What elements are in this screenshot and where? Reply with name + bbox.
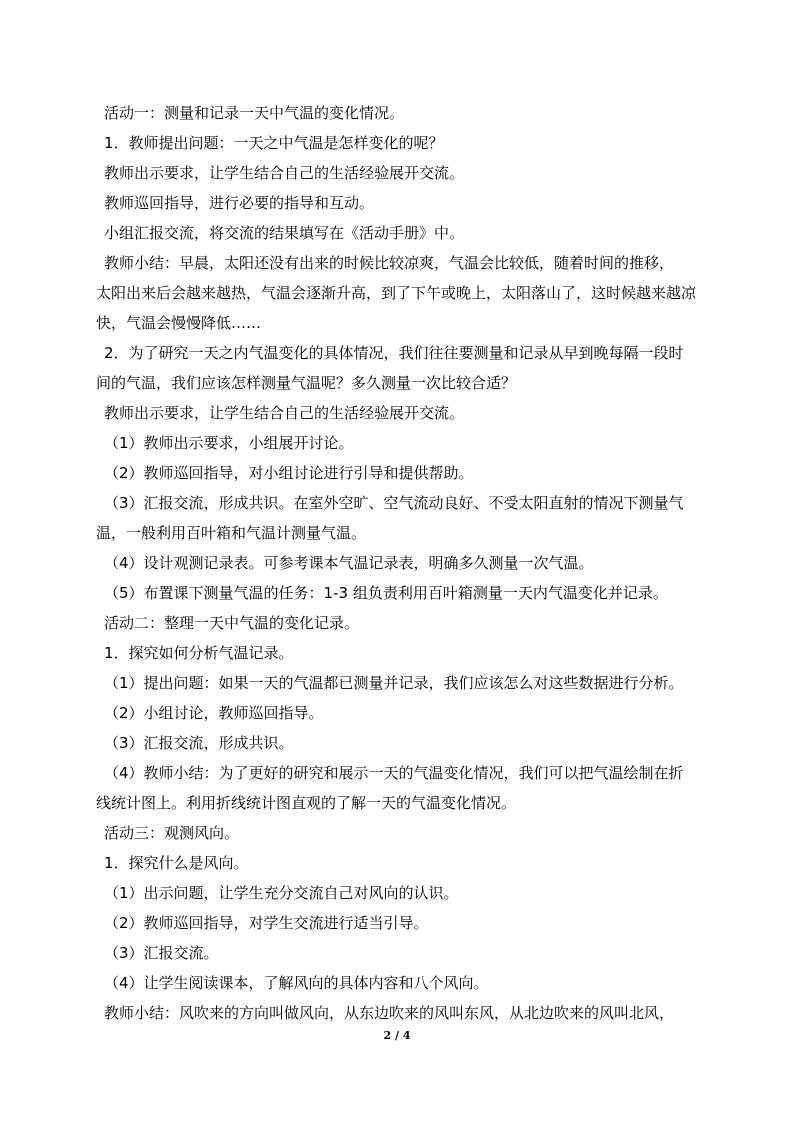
list-item: （4）让学生阅读课本，了解风向的具体内容和八个风向。	[104, 974, 489, 992]
list-item: （1）出示问题，让学生充分交流自己对风向的认识。	[104, 884, 459, 902]
heading-activity-3: 活动三：观测风向。	[104, 824, 240, 842]
list-item: （2）小组讨论，教师巡回指导。	[104, 704, 324, 722]
list-item: （2）教师巡回指导，对小组讨论进行引导和提供帮助。	[104, 464, 474, 482]
heading-activity-1: 活动一：测量和记录一天中气温的变化情况。	[104, 104, 405, 122]
list-item: （3）汇报交流，形成共识。在室外空旷、空气流动良好、不受太阳直射的情况下测量气	[104, 494, 684, 512]
paragraph: 教师出示要求，让学生结合自己的生活经验展开交流。	[104, 164, 465, 182]
list-item: （3）汇报交流。	[104, 944, 219, 962]
list-item: （3）汇报交流，形成共识。	[104, 734, 294, 752]
list-item: （4）教师小结：为了更好的研究和展示一天的气温变化情况，我们可以把气温绘制在折	[104, 764, 684, 782]
paragraph: 小组汇报交流，将交流的结果填写在《活动手册》中。	[104, 224, 465, 242]
document-body	[96, 98, 722, 1028]
paragraph-continuation: 太阳出来后会越来越热，气温会逐渐升高，到了下午或晚上，太阳落山了，这时候越来越凉	[96, 284, 697, 302]
list-item: （1）教师出示要求，小组展开讨论。	[104, 434, 354, 452]
page-number: 2 / 4	[383, 1029, 411, 1042]
list-item: （4）设计观测记录表。可参考课本气温记录表，明确多久测量一次气温。	[104, 554, 594, 572]
paragraph: 教师小结：早晨，太阳还没有出来的时候比较凉爽，气温会比较低，随着时间的推移，	[104, 254, 675, 272]
list-item-continuation: 线统计图上。利用折线统计图直观的了解一天的气温变化情况。	[96, 794, 517, 812]
paragraph-continuation: 间的气温，我们应该怎样测量气温呢？多久测量一次比较合适？	[96, 374, 517, 392]
heading-activity-2: 活动二：整理一天中气温的变化记录。	[104, 614, 360, 632]
list-item-continuation: 温，一般利用百叶箱和气温计测量气温。	[96, 524, 367, 542]
paragraph: 2．为了研究一天之内气温变化的具体情况，我们往往要测量和记录从早到晚每隔一段时	[104, 344, 684, 362]
list-item: （1）提出问题：如果一天的气温都已测量并记录，我们应该怎么对这些数据进行分析。	[104, 674, 684, 692]
list-item: （2）教师巡回指导，对学生交流进行适当引导。	[104, 914, 429, 932]
paragraph: 教师巡回指导，进行必要的指导和互动。	[104, 194, 375, 212]
paragraph: 1．教师提出问题：一天之中气温是怎样变化的呢？	[104, 134, 444, 152]
paragraph-continuation: 快，气温会慢慢降低……	[96, 314, 262, 332]
paragraph: 1．探究如何分析气温记录。	[104, 644, 294, 662]
list-item: （5）布置课下测量气温的任务：1-3 组负责利用百叶箱测量一天内气温变化并记录。	[104, 584, 668, 602]
paragraph: 1．探究什么是风向。	[104, 854, 249, 872]
paragraph: 教师小结：风吹来的方向叫做风向，从东边吹来的风叫东风，从北边吹来的风叫北风，	[104, 1004, 675, 1022]
paragraph: 教师出示要求，让学生结合自己的生活经验展开交流。	[104, 404, 465, 422]
